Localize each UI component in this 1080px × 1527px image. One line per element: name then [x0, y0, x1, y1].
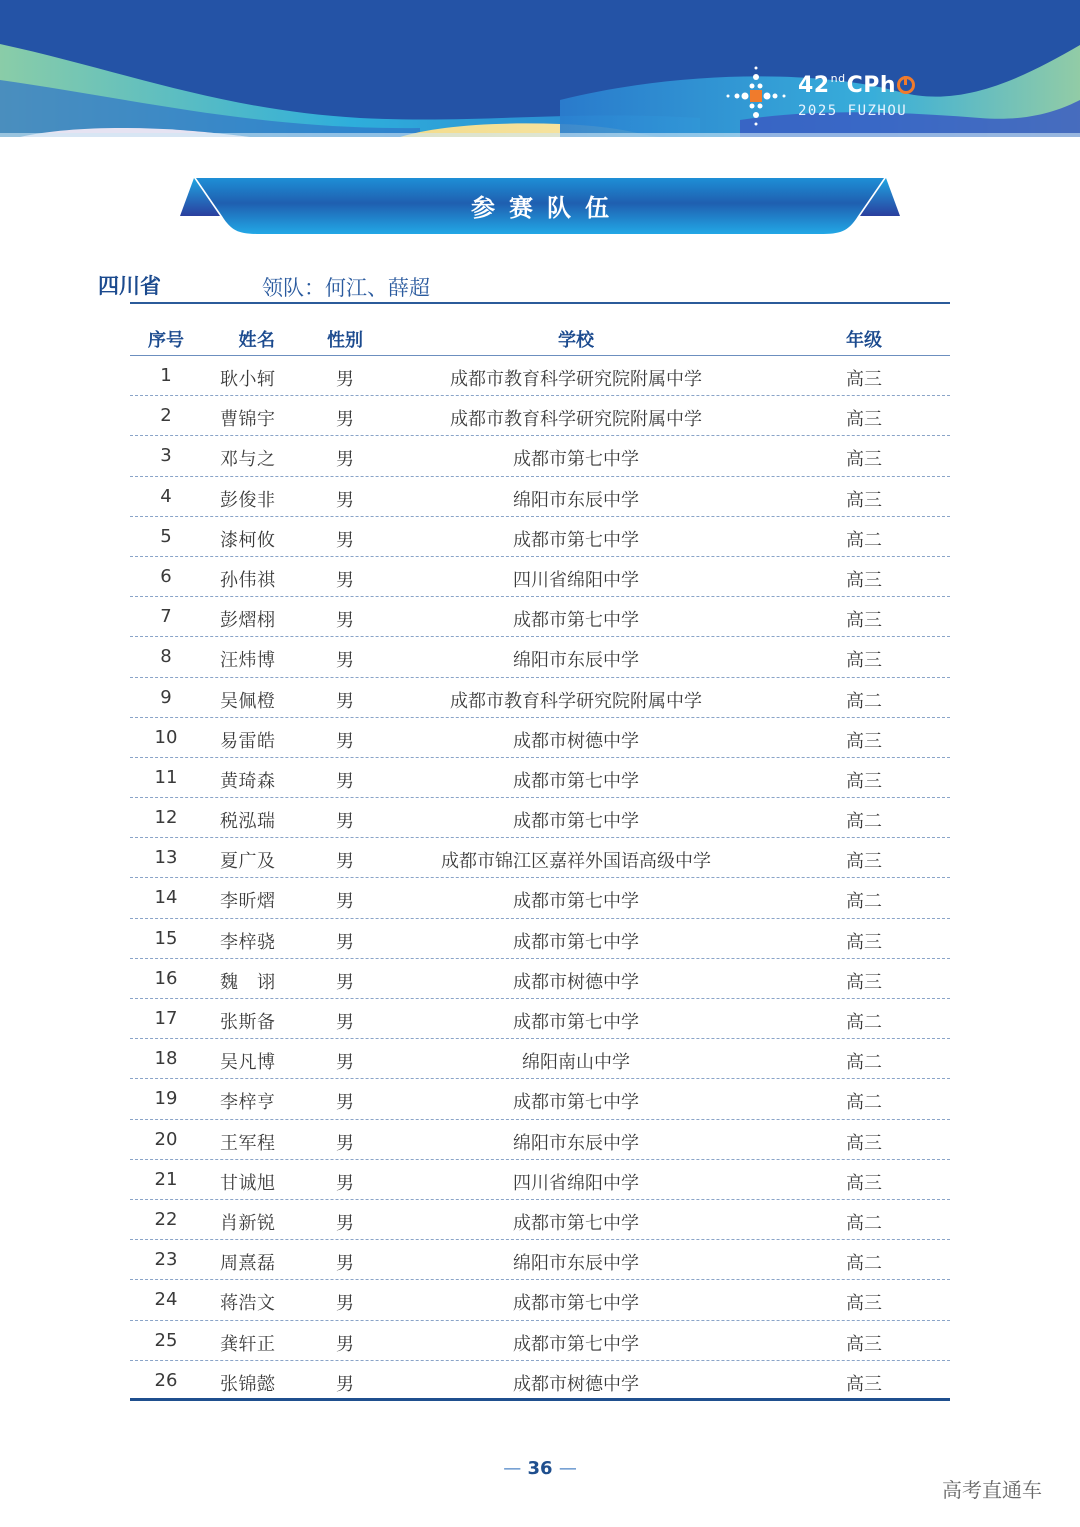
cell-name: 孙伟祺 — [220, 569, 276, 591]
cell-sex: 男 — [336, 409, 354, 431]
table-header-row — [130, 318, 950, 356]
cell-no: 8 — [160, 646, 172, 668]
team-roster-table — [130, 318, 950, 1401]
cell-grade: 高三 — [846, 1172, 882, 1194]
cell-no: 12 — [154, 807, 178, 829]
cell-no: 22 — [154, 1208, 178, 1230]
cell-sex: 男 — [336, 690, 354, 712]
cell-grade: 高三 — [846, 1333, 882, 1355]
cell-grade: 高三 — [846, 409, 882, 431]
logo-number: 42 — [798, 73, 830, 98]
cell-sex: 男 — [336, 1132, 354, 1154]
table-row — [130, 919, 950, 959]
cell-grade: 高三 — [846, 851, 882, 873]
cell-grade: 高二 — [846, 690, 882, 712]
cell-no: 18 — [154, 1048, 178, 1070]
cell-school: 成都市第七中学 — [513, 1293, 639, 1315]
cell-school: 成都市教育科学研究院附属中学 — [450, 690, 702, 712]
cell-sex: 男 — [336, 851, 354, 873]
cell-no: 15 — [154, 927, 178, 949]
cell-no: 21 — [154, 1168, 178, 1190]
cell-school: 成都市第七中学 — [513, 1212, 639, 1234]
section-ribbon — [180, 176, 900, 236]
cell-name: 蒋浩文 — [220, 1293, 276, 1315]
cell-sex: 男 — [336, 811, 354, 833]
cell-no: 4 — [160, 485, 172, 507]
cell-school: 成都市锦江区嘉祥外国语高级中学 — [441, 851, 711, 873]
cell-sex: 男 — [336, 770, 354, 792]
cell-school: 成都市第七中学 — [513, 1333, 639, 1355]
power-o-icon — [897, 76, 915, 94]
cell-name: 张锦懿 — [220, 1373, 276, 1395]
cell-school: 绵阳市东辰中学 — [513, 489, 639, 511]
cell-no: 17 — [154, 1008, 178, 1029]
header-name: 姓名 — [238, 330, 276, 351]
cell-no: 23 — [154, 1249, 178, 1271]
cell-name: 李梓亨 — [220, 1092, 276, 1114]
cell-name: 邓与之 — [220, 449, 276, 471]
cell-school: 绵阳市东辰中学 — [513, 650, 639, 672]
cell-no: 11 — [154, 766, 178, 788]
cell-school: 成都市第七中学 — [513, 770, 639, 792]
table-row — [130, 838, 950, 878]
table-row — [130, 597, 950, 637]
cell-school: 四川省绵阳中学 — [513, 569, 639, 591]
watermark: 高考直通车 — [942, 1478, 1042, 1502]
cell-grade: 高三 — [846, 569, 882, 591]
logo-suffix: nd — [830, 72, 846, 85]
cell-name: 耿小轲 — [220, 369, 276, 390]
cell-grade: 高三 — [846, 931, 882, 953]
table-row — [130, 477, 950, 517]
table-row — [130, 1079, 950, 1119]
star-dots-icon — [724, 64, 788, 128]
cell-sex: 男 — [336, 1333, 354, 1355]
cell-sex: 男 — [336, 1293, 354, 1315]
page-number — [480, 1458, 600, 1479]
cell-grade: 高三 — [846, 449, 882, 471]
page-number-value: 36 — [527, 1458, 553, 1479]
cell-grade: 高三 — [846, 489, 882, 511]
cell-grade: 高三 — [846, 1132, 882, 1154]
cell-school: 绵阳南山中学 — [522, 1052, 630, 1074]
team-leaders: 领队：何江、薛超 — [262, 276, 430, 300]
table-row — [130, 718, 950, 758]
cell-sex: 男 — [336, 1172, 354, 1194]
cell-no: 19 — [154, 1088, 178, 1110]
cell-grade: 高二 — [846, 529, 882, 551]
cell-name: 曹锦宇 — [220, 409, 276, 431]
logo-text: CPh — [846, 73, 897, 98]
cell-grade: 高二 — [846, 1012, 882, 1033]
cell-grade: 高三 — [846, 610, 882, 632]
cell-name: 张斯备 — [220, 1012, 276, 1033]
cell-sex: 男 — [336, 489, 354, 511]
cell-name: 李昕熠 — [220, 891, 276, 913]
cell-sex: 男 — [336, 1092, 354, 1114]
cell-school: 成都市树德中学 — [513, 730, 639, 752]
cell-grade: 高二 — [846, 891, 882, 913]
cell-name: 甘诚旭 — [220, 1172, 276, 1194]
cell-sex: 男 — [336, 1052, 354, 1074]
cell-no: 24 — [154, 1289, 178, 1311]
header-grade: 年级 — [846, 330, 882, 351]
table-row — [130, 1280, 950, 1320]
cell-sex: 男 — [336, 369, 354, 390]
cell-school: 成都市教育科学研究院附属中学 — [450, 369, 702, 390]
cell-school: 成都市第七中学 — [513, 610, 639, 632]
cell-no: 16 — [154, 967, 178, 989]
cell-grade: 高二 — [846, 1092, 882, 1114]
cell-name: 税泓瑞 — [220, 811, 276, 833]
table-row — [130, 1361, 950, 1401]
table-row — [130, 356, 950, 396]
cell-grade: 高三 — [846, 650, 882, 672]
cell-sex: 男 — [336, 730, 354, 752]
cell-no: 6 — [160, 565, 172, 587]
cell-school: 成都市第七中学 — [513, 529, 639, 551]
cell-name: 李梓骁 — [220, 931, 276, 953]
cell-sex: 男 — [336, 931, 354, 953]
cell-no: 9 — [160, 686, 172, 708]
cell-grade: 高三 — [846, 770, 882, 792]
table-row — [130, 396, 950, 436]
cell-no: 2 — [160, 405, 172, 427]
cell-grade: 高二 — [846, 1052, 882, 1074]
cell-name: 周熹磊 — [220, 1253, 276, 1275]
cell-name: 漆柯攸 — [220, 529, 276, 551]
table-row — [130, 678, 950, 718]
cell-no: 5 — [160, 525, 172, 547]
table-row — [130, 557, 950, 597]
cell-school: 成都市树德中学 — [513, 971, 639, 993]
cell-school: 绵阳市东辰中学 — [513, 1253, 639, 1275]
table-row — [130, 798, 950, 838]
header-banner — [0, 0, 1080, 137]
cell-no: 1 — [160, 365, 172, 386]
table-row — [130, 1120, 950, 1160]
logo-subtitle: 2025 FUZHOU — [798, 103, 908, 119]
section-title: 参赛队伍 — [471, 194, 623, 222]
table-row — [130, 758, 950, 798]
cell-grade: 高三 — [846, 1293, 882, 1315]
header-no: 序号 — [148, 330, 184, 351]
cell-sex: 男 — [336, 891, 354, 913]
table-row — [130, 878, 950, 918]
cell-sex: 男 — [336, 449, 354, 471]
cell-sex: 男 — [336, 650, 354, 672]
cell-sex: 男 — [336, 1253, 354, 1275]
table-row — [130, 1321, 950, 1361]
cell-no: 3 — [160, 445, 172, 467]
cell-name: 吴凡博 — [220, 1052, 276, 1074]
cell-name: 肖新锐 — [220, 1212, 276, 1234]
cell-no: 13 — [154, 847, 178, 869]
cell-no: 10 — [154, 726, 178, 748]
cell-no: 26 — [154, 1369, 178, 1391]
table-body — [130, 356, 950, 1401]
cpho-logo — [724, 64, 924, 128]
header-sex: 性别 — [327, 330, 363, 351]
cell-name: 汪炜博 — [220, 650, 276, 672]
cell-no: 20 — [154, 1128, 178, 1150]
table-row — [130, 637, 950, 677]
cell-name: 王军程 — [220, 1132, 276, 1154]
cell-grade: 高三 — [846, 971, 882, 993]
table-row — [130, 436, 950, 476]
cell-name: 黄琦森 — [220, 770, 276, 792]
cell-no: 7 — [160, 606, 172, 628]
table-row — [130, 1160, 950, 1200]
cell-name: 吴佩橙 — [220, 690, 276, 712]
cell-school: 成都市第七中学 — [513, 891, 639, 913]
cell-sex: 男 — [336, 1012, 354, 1033]
table-row — [130, 999, 950, 1039]
cell-name: 魏 诩 — [220, 971, 276, 993]
cell-school: 成都市第七中学 — [513, 931, 639, 953]
cell-grade: 高三 — [846, 369, 882, 390]
cell-grade: 高三 — [846, 730, 882, 752]
dash-left: — — [503, 1458, 522, 1479]
cell-grade: 高三 — [846, 1373, 882, 1395]
cell-school: 成都市第七中学 — [513, 449, 639, 471]
cell-sex: 男 — [336, 529, 354, 551]
dash-right: — — [558, 1458, 577, 1479]
cell-sex: 男 — [336, 971, 354, 993]
table-row — [130, 1039, 950, 1079]
province-name: 四川省 — [98, 274, 161, 298]
cell-name: 龚轩正 — [220, 1333, 276, 1355]
cell-grade: 高二 — [846, 1212, 882, 1234]
cell-school: 成都市教育科学研究院附属中学 — [450, 409, 702, 431]
cell-school: 成都市第七中学 — [513, 811, 639, 833]
cell-sex: 男 — [336, 610, 354, 632]
cell-school: 绵阳市东辰中学 — [513, 1132, 639, 1154]
header-rule — [130, 302, 950, 304]
cell-school: 成都市树德中学 — [513, 1373, 639, 1395]
table-row — [130, 959, 950, 999]
table-row — [130, 1240, 950, 1280]
cell-name: 彭熠栩 — [220, 610, 276, 632]
cell-no: 14 — [154, 887, 178, 909]
cell-name: 彭俊非 — [220, 489, 276, 511]
cell-grade: 高二 — [846, 1253, 882, 1275]
cell-grade: 高二 — [846, 811, 882, 833]
cell-school: 成都市第七中学 — [513, 1092, 639, 1114]
cell-name: 夏广及 — [220, 851, 276, 873]
logo-title — [798, 72, 915, 98]
table-row — [130, 1200, 950, 1240]
table-row — [130, 517, 950, 557]
cell-name: 易雷皓 — [220, 730, 276, 752]
cell-sex: 男 — [336, 1212, 354, 1234]
cell-sex: 男 — [336, 1373, 354, 1395]
cell-sex: 男 — [336, 569, 354, 591]
cell-school: 成都市第七中学 — [513, 1012, 639, 1033]
header-school: 学校 — [558, 330, 594, 351]
cell-no: 25 — [154, 1329, 178, 1351]
cell-school: 四川省绵阳中学 — [513, 1172, 639, 1194]
